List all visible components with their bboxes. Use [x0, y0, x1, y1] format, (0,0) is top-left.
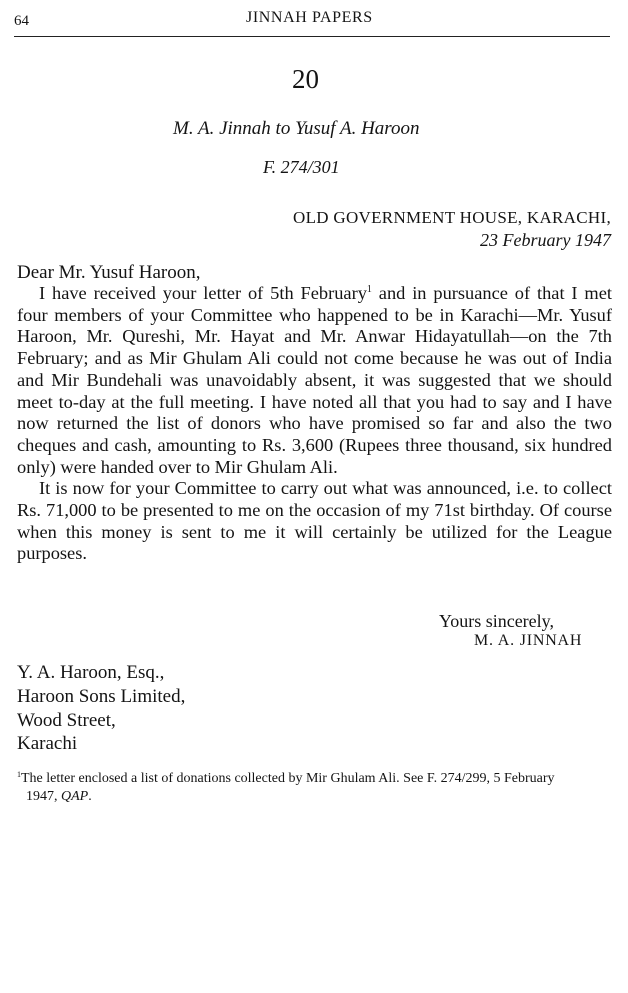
- signatory: M. A. JINNAH: [474, 632, 583, 649]
- addressee-line: Karachi: [17, 733, 78, 755]
- addressee-line: Y. A. Haroon, Esq.,: [17, 662, 165, 683]
- page-number: 64: [14, 13, 29, 29]
- file-reference: F. 274/301: [263, 157, 340, 177]
- document-number: 20: [292, 64, 319, 94]
- paragraph-1: [17, 283, 612, 478]
- addressee-line: Wood Street,: [17, 709, 116, 731]
- addressee-block: [17, 661, 185, 756]
- footnote-text: The letter enclosed a list of donations collected by Mir Ghulam Ali. See F. 274/299, 5 February: [21, 771, 555, 786]
- addressee-line: Haroon Sons Limited,: [17, 685, 186, 707]
- document-title: M. A. Jinnah to Yusuf A. Haroon: [173, 118, 420, 139]
- header-rule: [14, 36, 610, 37]
- letter-place: OLD GOVERNMENT HOUSE, KARACHI,: [293, 208, 611, 227]
- running-head: JINNAH PAPERS: [246, 9, 373, 26]
- footnote-mark: 1: [17, 770, 21, 779]
- paragraph-1-rest: and in pursuance of that I met four members of your Committee who happened to be in Karachi—Mr. Yusuf Haroon, Mr. Qureshi, Mr. Hayat and Mr. Anwar Hidayatullah—on the 7th February; and as Mir Ghulam Ali could not come because he was out of India and Mir Bundehali was unavoidably absent, it was suggested that we should meet to-day at the full meeting. I have noted all that you had to say and I have now returned the list of donors who have promised so far and also the two cheques and cash, amounting to Rs. 3,600 (Rupees three thousand, six hundred only) were handed over to Mir Ghulam Ali.: [17, 283, 612, 477]
- closing: Yours sincerely,: [439, 611, 554, 631]
- salutation: Dear Mr. Yusuf Haroon,: [17, 262, 201, 283]
- footnote-year: 1947,: [26, 789, 61, 804]
- footnote-end: .: [88, 789, 92, 804]
- footnote: [17, 770, 617, 806]
- paragraph-2: It is now for your Committee to carry out what was announced, i.e. to collect Rs. 71,000 to be presented to me on the occasion of my 71st birthday. Of course when this money is sent to me it will certainly be utilized for the League purposes.: [17, 478, 612, 564]
- footnote-source: QAP: [61, 789, 89, 804]
- paragraph-1-lead: I have received your letter of 5th February: [39, 283, 367, 303]
- footnote-continuation: [17, 788, 617, 806]
- letter-body: [17, 283, 612, 565]
- letter-date: 23 February 1947: [480, 230, 611, 250]
- footnote-reference: 1: [366, 284, 372, 295]
